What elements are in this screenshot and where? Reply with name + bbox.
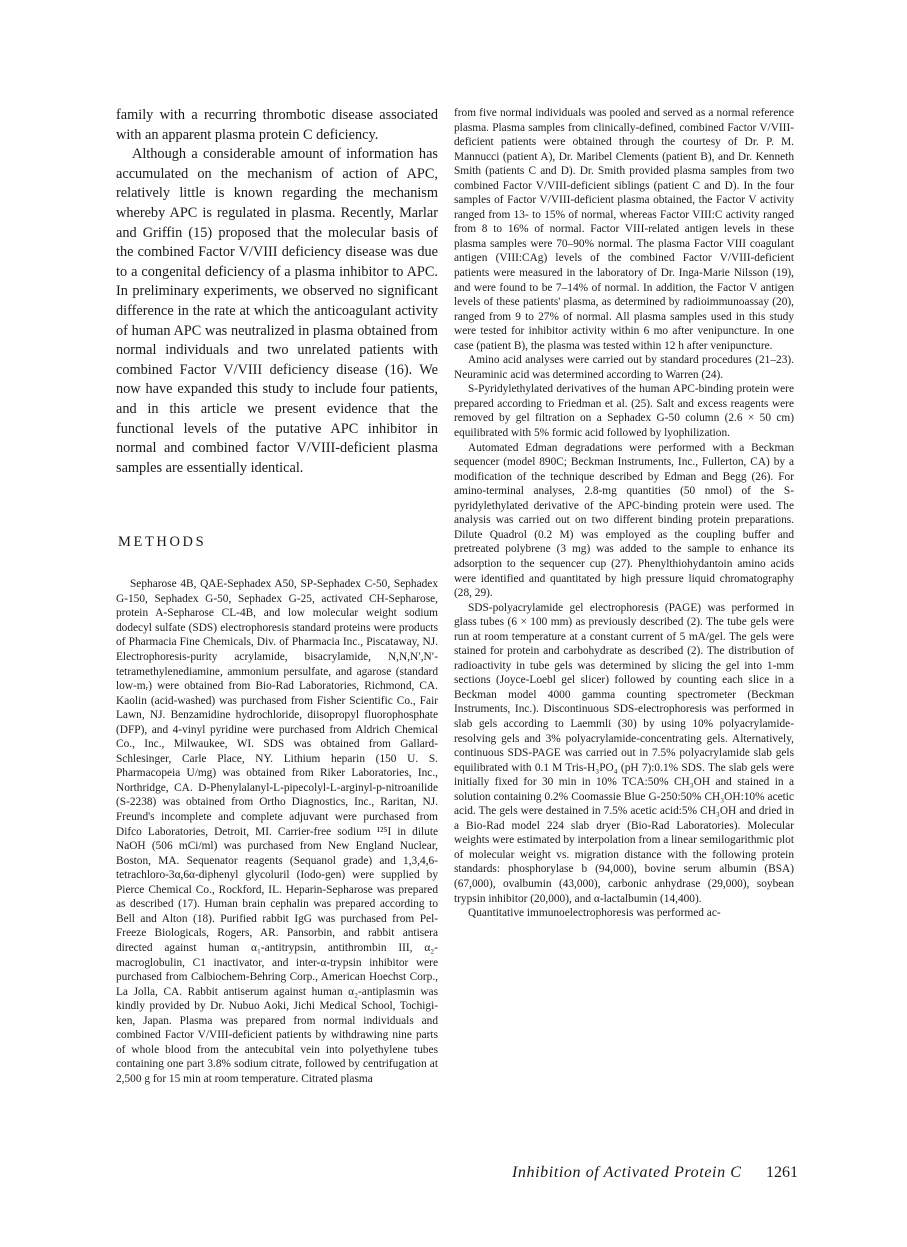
amino-acid-paragraph: Amino acid analyses were carried out by standard procedures (21–23). Neuraminic acid was determined according to Warren (24). <box>454 354 794 381</box>
plasma-paragraph: from five normal individuals was pooled and served as a normal reference plasma. Plasma samples from clinically-defined, combined Factor V/VIII-deficient patients were obtained through the courtesy of Dr. P. M. Mannucci (patient A), Dr. Maribel Clements (patient B), and Dr. Kenneth Smith (patients C and D). Dr. Smith provided plasma samples from two combined Factor V/VIII-deficient siblings (patient C and D). In the four samples of Factor V/VIII-deficient plasma obtained, the Factor V activity ranged from 13- to 15% of normal, whereas Factor VIII:C activity ranged from 8 to 16% of normal. Factor VIII-related antigen levels in these plasma samples were 70–90% normal. The plasma Factor VIII coagulant antigen (VIII:CAg) levels of the combined Factor V/VIII-deficient patients were measured in the laboratory of Dr. Inga-Marie Nilsson (19), and were found to be 7–14% of normal. In addition, the Factor V antigen levels of these patients' plasma, as determined by radioimmunoassay (20), ranged from 9 to 27% of normal. All plasma samples used in this study were tested for inhibitor activity within 6 mo after venipuncture. In one case (patient B), the plasma was tested within 12 h after venipuncture. <box>454 107 794 352</box>
methods-paragraph: Sepharose 4B, QAE-Sephadex A50, SP-Sephadex C-50, Sephadex G-150, Sephadex G-50, Sephadex G-25, activated CH-Sepharose, protein A-Sepharose CL-4B, and low molecular weight sodium dodecyl sulfate (SDS) electrophoresis standard proteins were products of Pharmacia Fine Chemicals, Div. of Pharmacia Inc., Piscataway, NJ. Electrophoresis-purity acrylamide, bisacrylamide, N,N,N′,N′-tetramethylenediamine, ammonium persulfate, and agarose (standard low-mᵣ) were obtained from Bio-Rad Laboratories, Richmond, CA. Kaolin (acid-washed) was purchased from Fisher Scientific Co., Fair Lawn, NJ. Benzamidine hydrochloride, diisopropyl fluorophosphate (DFP), and 4-vinyl pyridine were purchased from Aldrich Chemical Co., Inc., Milwaukee, WI. SDS was obtained from Gallard-Schlesinger, Carle Place, NY. Lithium heparin (150 U. S. Pharmacopeia U/mg) was obtained from Riker Laboratories, Inc., Northridge, CA. D-Phenylalanyl-L-pipecolyl-L-arginyl-p-nitroanilide (S-2238) was obtained from Ortho Diagnostics, Inc., Raritan, NJ. Freund's incomplete and complete adjuvant were purchased from Difco Laboratories, Detroit, MI. Carrier-free sodium ¹²⁵I in dilute NaOH (506 mCi/ml) was purchased from New England Nuclear, Boston, MA. Sequenator reagents (Sequanol grade) and 1,3,4,6-tetrachloro-3α,6α-diphenyl glycoluril (Iodo-gen) were supplied by Pierce Chemical Co., Rockford, IL. Heparin-Sepharose was prepared as described (17). Human brain cephalin was prepared according to Bell and Alton (18). Purified rabbit IgG was purchased from Pel-Freeze Biologicals, Rogers, AR. Pansorbin, and rabbit antisera directed against human α₁-antitrypsin, antithrombin III, α₂-macroglobulin, C1 inactivator, and inter-α-trypsin inhibitor were purchased from Calbiochem-Behring Corp., American Hoechst Corp., La Jolla, CA. Rabbit antiserum against human α₂-antiplasmin was kindly provided by Dr. Nubuo Aoki, Jichi Medical School, Tochigi-ken, Japan. Plasma was prepared from normal individuals and combined Factor V/VIII-deficient patients by withdrawing nine parts of whole blood from the antecubital vein into polyethylene tubes containing one part 3.8% sodium citrate, followed by centrifugation at 2,500 g for 15 min at room temperature. Citrated plasma <box>116 578 438 1085</box>
edman-paragraph: Automated Edman degradations were performed with a Beckman sequencer (model 890C; Beckman Instruments, Inc., Fullerton, CA) by a modification of the technique described by Edman and Begg (26). For amino-terminal analyses, 2.8-mg quantities (50 nmol) of the S-pyridylethylated derivative of the APC-binding protein were used. The analysis was carried out on two different binding protein preparations. Dilute Quadrol (0.2 M) was employed as the coupling buffer and pretreated polybrene (3 mg) was added to the sample to enhance its adsorption to the sequencer cup (27). Phenylthiohydantoin amino acids were identified and quantitated by high pressure liquid chromatography (28, 29). <box>454 441 794 600</box>
intro-paragraph: Although a considerable amount of information has accumulated on the mechanism of action of APC, relatively little is known regarding the mechanism whereby APC is regulated in plasma. Recently, Marlar and Griffin (15) proposed that the molecular basis of the combined Factor V/VIII deficiency disease was due to a congenital deficiency of a plasma inhibitor to APC. In preliminary experiments, we observed no significant difference in the rate at which the anticoagulant activity of human APC was neutralized in plasma obtained from normal individuals and two unrelated patients with combined Factor V/VIII deficiency disease (16). We now have expanded this study to include four patients, and in this article we present evidence that the functional levels of the putative APC inhibitor in normal and combined factor V/VIII-deficient plasma samples are essentially identical. <box>116 146 438 476</box>
pyridylethylation-paragraph: S-Pyridylethylated derivatives of the human APC-binding protein were prepared according to Friedman et al. (25). Salt and excess reagents were removed by gel filtration on a Sephadex G-50 column (2.6 × 50 cm) equilibrated with 5% formic acid followed by lyophilization. <box>454 383 794 440</box>
running-title: Inhibition of Activated Protein C <box>512 1164 742 1181</box>
immunoelectrophoresis-paragraph: Quantitative immunoelectrophoresis was performed ac- <box>468 907 721 920</box>
right-column <box>454 106 794 921</box>
sds-page-paragraph: SDS-polyacrylamide gel electrophoresis (PAGE) was performed in glass tubes (6 × 100 mm) as previously described (2). The tube gels were run at room temperature at a constant current of 5 mA/gel. The gels were stained for protein and carbohydrate as described (2). The distribution of radioactivity in tube gels was determined by slicing the gel into 1-mm sections (Joyce-Loebl gel slicer) followed by counting each slice in a Beckman model 4000 gamma counting spectrometer (Beckman Instruments, Inc.). Discontinuous SDS-electrophoresis was performed in slab gels according to Laemmli (30) by using 10% polyacrylamide-resolving gels and 3% polyacrylamide-concentrating gels. Alternatively, continuous SDS-PAGE was carried out in 7.5% polyacrylamide slab gels equilibrated with 0.1 M Tris-H₃PO₄ (pH 7):0.1% SDS. The slab gels were initially fixed for 30 min in 10% TCA:50% CH₃OH and stained in a solution containing 0.2% Coomassie Blue G-250:50% CH₃OH:10% acetic acid. The gels were destained in 7.5% acetic acid:5% CH₃OH and dried in a Bio-Rad model 224 slab dryer (Bio-Rad Laboratories). Molecular weights were estimated by interpolation from a linear semilogarithmic plot of molecular weight vs. migration distance with the following protein standards: phosphorylase b (94,000), bovine serum albumin (BSA) (67,000), ovalbumin (43,000), carbonic anhydrase (29,000), soybean trypsin inhibitor (20,000), and α-lactalbumin (14,400). <box>454 601 794 905</box>
page-footer <box>512 1164 798 1182</box>
left-column <box>116 106 438 1086</box>
page-number: 1261 <box>766 1164 798 1181</box>
intro-paragraph-continued: family with a recurring thrombotic disease associated with an apparent plasma protein C deficiency. <box>116 107 438 143</box>
section-heading-methods: METHODS <box>118 534 207 551</box>
